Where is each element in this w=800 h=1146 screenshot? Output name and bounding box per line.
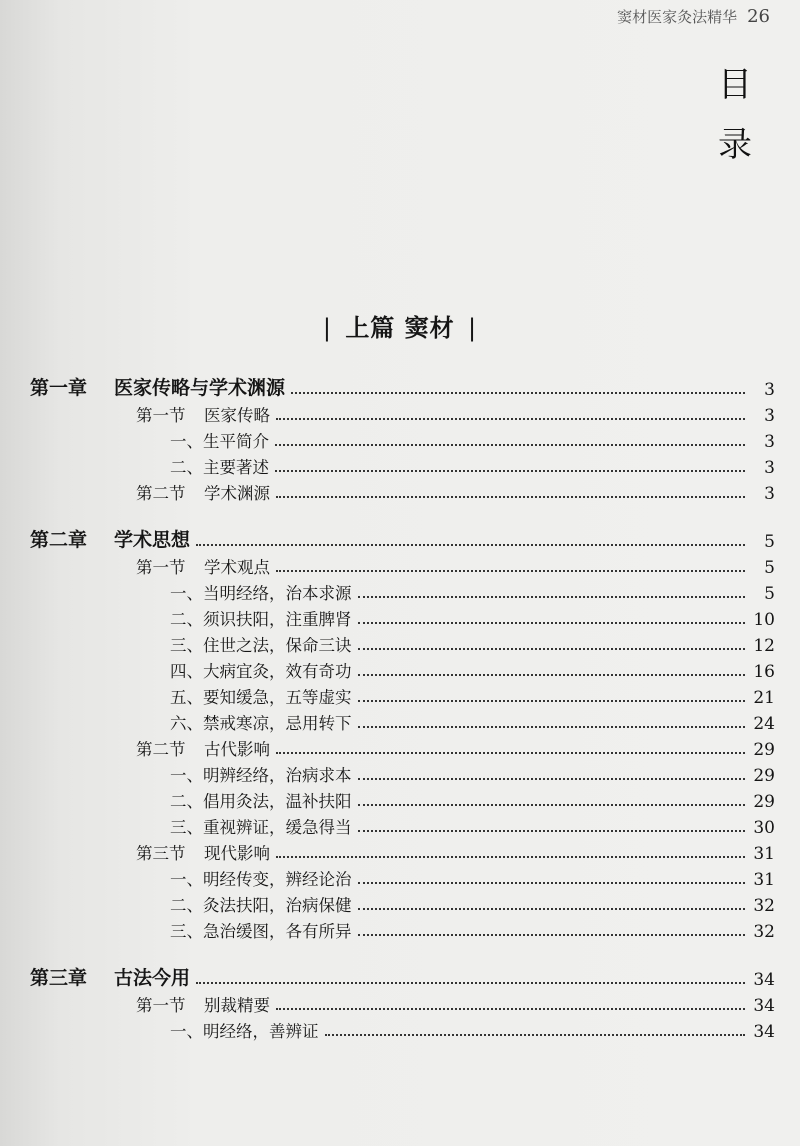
toc-page-number: 5 [764,532,775,552]
toc-entry-title: 学术思想 [114,529,191,551]
toc-page-number: 3 [764,432,775,452]
dot-leader [358,648,746,650]
toc-page-number: 3 [764,406,775,426]
toc-entry-text [30,963,190,990]
toc-page-number: 16 [753,662,775,682]
toc-entry-title: 二、主要著述 [170,458,269,477]
dot-leader [358,778,746,780]
toc-page-number: 29 [753,766,775,786]
toc-entry-label: 第二节 [136,484,186,503]
toc-entry-title: 六、禁戒寒凉，忌用转下 [170,714,352,733]
toc-entry-section[interactable] [30,400,775,426]
toc-page-number: 3 [764,380,775,400]
toc-page-number: 34 [753,1022,775,1042]
toc-page-number: 5 [764,558,775,578]
toc-entry-text [136,736,270,760]
toc-entry-label: 第二节 [136,740,186,759]
dot-leader [276,570,745,572]
toc-page-number: 24 [753,714,775,734]
toc-page-number: 34 [753,970,775,990]
toc-entry-item[interactable] [30,630,775,656]
toc-entry-item[interactable] [30,1016,775,1042]
toc-page-number: 31 [753,844,775,864]
toc-entry-text [170,632,352,656]
toc-page-number: 29 [753,792,775,812]
toc-entry-item[interactable] [30,812,775,838]
toc-entry-text [170,892,352,916]
toc-entry-title: 一、生平简介 [170,432,269,451]
toc-entry-item[interactable] [30,916,775,942]
toc-entry-text [136,402,270,426]
toc-entry-text [136,554,270,578]
dot-leader [291,392,745,394]
dot-leader [358,804,746,806]
toc-entry-item[interactable] [30,682,775,708]
toc-entry-title: 医家传略与学术渊源 [114,377,286,399]
dot-leader [358,674,746,676]
toc-entry-item[interactable] [30,452,775,478]
toc-entry-item[interactable] [30,578,775,604]
toc-heading-char-1: 目 [718,65,752,105]
toc-entry-text [170,710,352,734]
toc-entry-title: 四、大病宜灸，效有奇功 [170,662,352,681]
toc-entry-title: 现代影响 [204,844,270,863]
toc-entry-label: 第一节 [136,558,186,577]
toc-entry-item[interactable] [30,786,775,812]
toc-entry-label: 第三章 [30,967,88,989]
toc-entry-title: 三、住世之法，保命三诀 [170,636,352,655]
dot-leader [275,444,745,446]
part-title-right-bar: | [468,314,478,342]
toc-entry-text [136,840,270,864]
toc-entry-chapter[interactable] [30,962,775,990]
toc-entry-section[interactable] [30,990,775,1016]
dot-leader [358,596,746,598]
toc-entry-text [170,428,269,452]
dot-leader [276,752,745,754]
dot-leader [196,544,745,546]
toc-entry-label: 第一节 [136,996,186,1015]
dot-leader [196,982,745,984]
toc-entry-item[interactable] [30,760,775,786]
toc-entry-text [170,606,352,630]
dot-leader [275,470,745,472]
toc-entry-section[interactable] [30,838,775,864]
dot-leader [358,726,746,728]
toc-entry-text [170,788,352,812]
toc-entry-item[interactable] [30,656,775,682]
dot-leader [325,1034,746,1036]
dot-leader [276,856,745,858]
toc-heading-char-2: 录 [718,125,752,165]
toc-entry-label: 第二章 [30,529,88,551]
toc-entry-title: 学术观点 [204,558,270,577]
toc-entry-title: 学术渊源 [204,484,270,503]
toc-entry-section[interactable] [30,734,775,760]
toc-entry-text [170,814,352,838]
dot-leader [358,882,746,884]
toc-entry-text [170,454,269,478]
toc-entry-item[interactable] [30,604,775,630]
dot-leader [276,1008,745,1010]
toc-entry-text [170,580,352,604]
toc-entry-item[interactable] [30,426,775,452]
toc-entry-title: 五、要知缓急，五等虚实 [170,688,352,707]
toc-entry-text [170,658,352,682]
toc-entry-item[interactable] [30,864,775,890]
toc-entry-text [170,866,352,890]
toc-entry-title: 二、倡用灸法，温补扶阳 [170,792,352,811]
part-title [300,308,500,343]
dot-leader [276,418,745,420]
toc-entry-title: 二、须识扶阳，注重脾肾 [170,610,352,629]
toc-entry-title: 一、明经络，善辨证 [170,1022,319,1041]
toc-entry-text [170,1018,319,1042]
toc-entry-title: 医家传略 [204,406,270,425]
toc-entry-title: 一、明经传变，辨经论治 [170,870,352,889]
toc-entry-text [136,480,270,504]
toc-entry-title: 一、明辨经络，治病求本 [170,766,352,785]
toc-entry-title: 三、急治缓图，各有所异 [170,922,352,941]
dot-leader [358,830,746,832]
toc-page-number: 31 [753,870,775,890]
toc-entry-text [136,992,270,1016]
toc-entry-chapter[interactable] [30,372,775,400]
toc-page-number: 29 [753,740,775,760]
toc-page-number: 12 [753,636,775,656]
table-of-contents [30,372,775,1042]
toc-entry-section[interactable] [30,552,775,578]
toc-entry-item[interactable] [30,708,775,734]
toc-page-number: 32 [753,922,775,942]
toc-entry-title: 古代影响 [204,740,270,759]
toc-page-number: 34 [753,996,775,1016]
dot-leader [358,934,746,936]
toc-page-number: 21 [753,688,775,708]
dot-leader [358,622,746,624]
toc-entry-label: 第一节 [136,406,186,425]
dot-leader [276,496,745,498]
toc-entry-section[interactable] [30,478,775,504]
toc-entry-title: 一、当明经络，治本求源 [170,584,352,603]
dot-leader [358,700,746,702]
toc-entry-chapter[interactable] [30,524,775,552]
running-header [600,4,770,28]
toc-page-number: 30 [753,818,775,838]
toc-entry-text [30,525,190,552]
toc-entry-label: 第三节 [136,844,186,863]
toc-entry-title: 三、重视辨证，缓急得当 [170,818,352,837]
part-title-left-bar: | [322,314,332,342]
toc-entry-text [30,373,285,400]
toc-page-number: 5 [764,584,775,604]
toc-entry-item[interactable] [30,890,775,916]
header-title: 窦材医家灸法精华 [617,7,738,26]
dot-leader [358,908,746,910]
part-title-text: 上篇 窦材 [345,314,455,342]
toc-page-number: 32 [753,896,775,916]
toc-entry-text [170,918,352,942]
toc-entry-title: 二、灸法扶阳，治病保健 [170,896,352,915]
toc-page-number: 3 [764,458,775,478]
toc-entry-title: 古法今用 [114,967,191,989]
toc-entry-text [170,762,352,786]
header-page-number: 26 [747,5,770,27]
toc-page-number: 3 [764,484,775,504]
toc-heading [710,55,760,175]
toc-entry-label: 第一章 [30,377,88,399]
toc-entry-text [170,684,352,708]
toc-page-number: 10 [753,610,775,630]
toc-entry-title: 别裁精要 [204,996,270,1015]
